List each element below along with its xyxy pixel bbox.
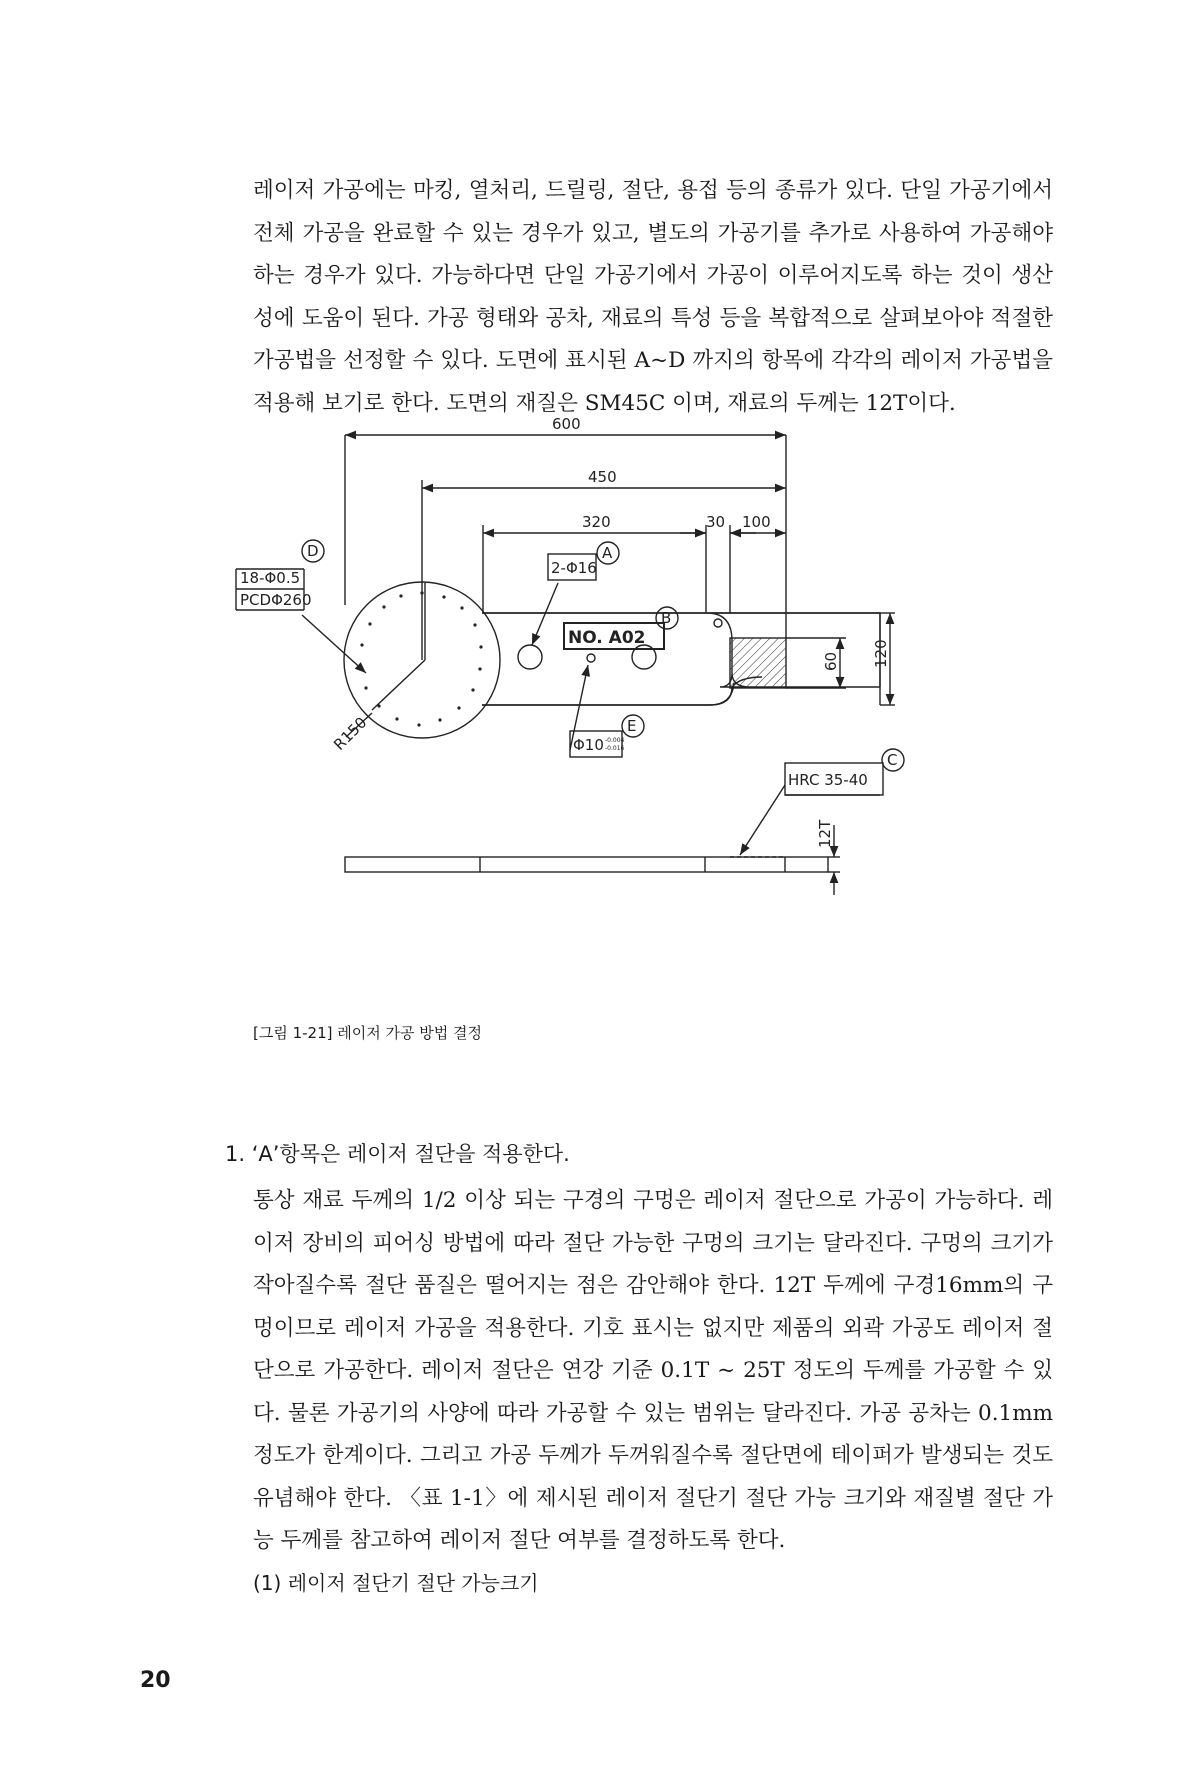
subheading: (1) 레이저 절단기 절단 가능크기 bbox=[253, 1571, 539, 1595]
label-d: D bbox=[307, 542, 319, 560]
dim-30: 30 bbox=[706, 513, 726, 531]
hole-a-note: 2-Φ16 bbox=[551, 559, 597, 577]
radius-label: R150 bbox=[330, 713, 371, 754]
label-a: A bbox=[602, 544, 613, 562]
dim-120: 120 bbox=[872, 639, 890, 668]
dim-60: 60 bbox=[822, 651, 840, 671]
dim-320: 320 bbox=[582, 513, 611, 531]
page-number: 20 bbox=[140, 1668, 171, 1693]
dim-100: 100 bbox=[742, 513, 771, 531]
section-heading: 1. ‘A’항목은 레이저 절단을 적용한다. bbox=[225, 1142, 570, 1166]
label-c: C bbox=[887, 751, 898, 769]
dim-450: 450 bbox=[588, 468, 617, 486]
dim-12t: 12T bbox=[816, 819, 834, 848]
label-e: E bbox=[627, 717, 637, 735]
pcd-note-2: PCDΦ260 bbox=[240, 591, 312, 609]
pcd-dots bbox=[358, 591, 482, 726]
hole-small bbox=[587, 654, 595, 662]
hardness-note: HRC 35-40 bbox=[788, 771, 868, 789]
label-b: B bbox=[661, 609, 672, 627]
intro-paragraph: 레이저 가공에는 마킹, 열처리, 드릴링, 절단, 용접 등의 종류가 있다. 단일 가공기에서 전체 가공을 완료할 수 있는 경우가 있고, 별도의 가공기를 추가로 사용하여 가공해야 하는 경우가 있다. 가능하다면 단일 가공기에서 가공이 이루어지도록 하는 것이 생산성에 도움이 된다. 가공 형태와 공차, 재료의 특성 등을 복합적으로 살펴보아야 적절한 가공법을 선정할 수 있다. 도면에 표시된 A~D 까지의 항목에 각각의 레이저 가공법을 적용해 보기로 한다. 도면의 재질은 SM45C 이며, 재료의 두께는 12T이다. bbox=[253, 178, 1053, 416]
hole-e-tol-lower: -0.016 bbox=[605, 745, 625, 752]
section-paragraph: 통상 재료 두께의 1/2 이상 되는 구경의 구멍은 레이저 절단으로 가공이 가능하다. 레이저 장비의 피어싱 방법에 따라 절단 가능한 구멍의 크기는 달라진다. 구멍의 크기가 작아질수록 절단 품질은 떨어지는 점은 감안해야 한다. 12T 두께에 구경16mm의 구멍이므로 레이저 가공을 적용한다. 기호 표시는 없지만 제품의 외곽 가공도 레이저 절단으로 가공한다. 레이저 절단은 연강 기준 0.1T ~ 25T 정도의 두께를 가공할 수 있다. 물론 가공기의 사양에 따라 가공할 수 있는 범위는 달라진다. 가공 공차는 0.1mm 정도가 한계이다. 그리고 가공 두께가 두꺼워질수록 절단면에 테이퍼가 발생되는 것도 유념해야 한다. 〈표 1-1〉에 제시된 레이저 절단기 절단 가능 크기와 재질별 절단 가능 두께를 참고하여 레이저 절단 여부를 결정하도록 한다. bbox=[253, 1188, 1053, 1553]
hole-left bbox=[518, 645, 542, 669]
hatched-section bbox=[730, 638, 786, 688]
hole-e-note: Φ10 bbox=[573, 736, 604, 754]
side-view-bar bbox=[345, 857, 828, 872]
technical-drawing bbox=[240, 415, 1030, 1020]
hole-e-tol-upper: -0.004 bbox=[605, 737, 625, 744]
pcd-note-1: 18-Φ0.5 bbox=[240, 569, 301, 587]
figure-caption: [그림 1-21] 레이저 가공 방법 결정 bbox=[253, 1024, 482, 1042]
dim-600: 600 bbox=[552, 415, 581, 433]
marking-text: NO. A02 bbox=[568, 628, 646, 648]
